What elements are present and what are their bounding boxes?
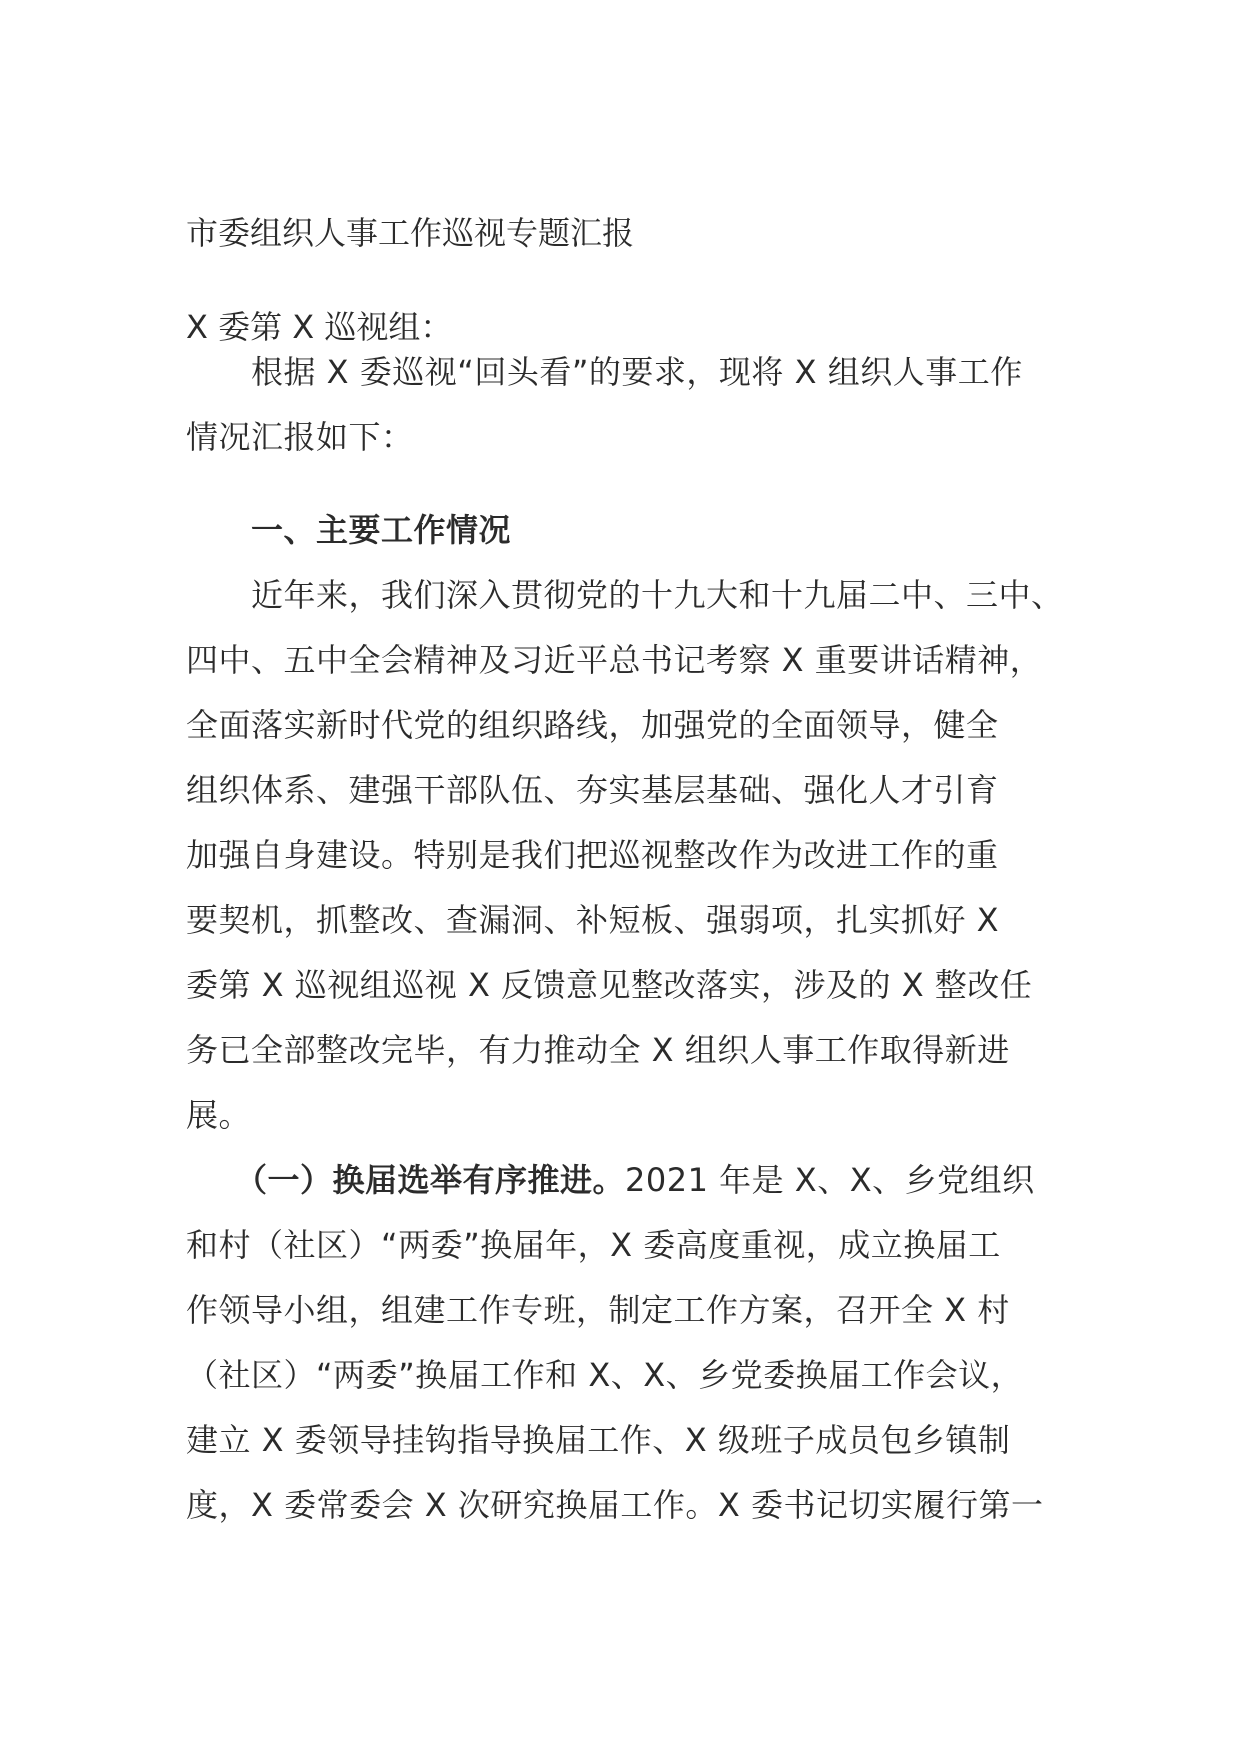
subsection-line: 建立 X 委领导挂钩指导换届工作、X 级班子成员包乡镇制 xyxy=(186,1421,1011,1459)
section-line: 展。 xyxy=(186,1096,252,1134)
intro-paragraph xyxy=(186,340,1086,470)
section-line: 加强自身建设。特别是我们把巡视整改作为改进工作的重 xyxy=(186,836,999,874)
subsection-heading: （一）换届选举有序推进。 xyxy=(186,1161,626,1199)
section-heading: 一、主要工作情况 xyxy=(186,511,512,549)
section-heading-block xyxy=(186,498,1086,563)
subsection-line: （社区）“两委”换届工作和 X、X、乡党委换届工作会议， xyxy=(186,1356,1024,1394)
section-line: 近年来，我们深入贯彻党的十九大和十九届二中、三中、 xyxy=(186,576,1064,614)
subsection-first-line xyxy=(186,1148,1086,1213)
intro-line: 情况汇报如下： xyxy=(186,418,414,456)
addressee-line: X 委第 X 巡视组： xyxy=(186,308,453,346)
section-line: 务已全部整改完毕，有力推动全 X 组织人事工作取得新进 xyxy=(186,1031,1010,1069)
section-line: 委第 X 巡视组巡视 X 反馈意见整改落实，涉及的 X 整改任 xyxy=(186,966,1033,1004)
subsection-paragraph xyxy=(186,1148,1086,1538)
section-line: 要契机，抓整改、查漏洞、补短板、强弱项，扎实抓好 X xyxy=(186,901,1000,939)
subsection-line: 和村（社区）“两委”换届年，X 委高度重视，成立换届工 xyxy=(186,1226,1001,1264)
subsection-first-line-text: 2021 年是 X、X、乡党组织 xyxy=(625,1161,1035,1199)
document-title: 市委组织人事工作巡视专题汇报 xyxy=(186,214,635,252)
subsection-line: 作领导小组，组建工作专班，制定工作方案，召开全 X 村 xyxy=(186,1291,1010,1329)
section-paragraph xyxy=(186,563,1086,1148)
section-line: 全面落实新时代党的组织路线，加强党的全面领导，健全 xyxy=(186,706,999,744)
section-line: 组织体系、建强干部队伍、夯实基层基础、强化人才引育 xyxy=(186,771,999,809)
intro-line: 根据 X 委巡视“回头看”的要求，现将 X 组织人事工作 xyxy=(186,353,1023,391)
subsection-line: 度，X 委常委会 X 次研究换届工作。X 委书记切实履行第一 xyxy=(186,1486,1044,1524)
section-line: 四中、五中全会精神及习近平总书记考察 X 重要讲话精神， xyxy=(186,641,1043,679)
